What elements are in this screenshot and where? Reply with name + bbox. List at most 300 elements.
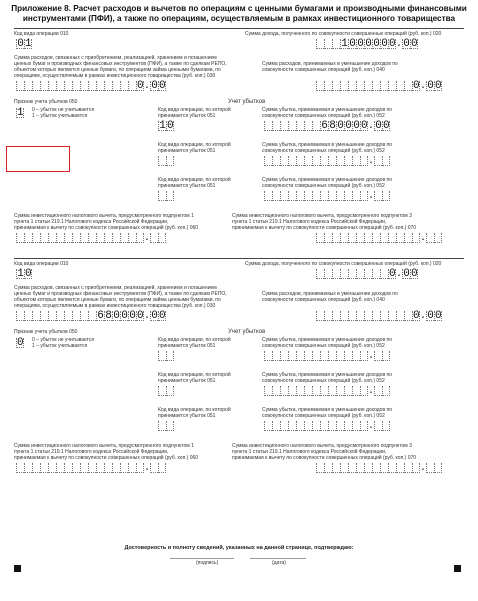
loss-sum-label-line-1: Сумма убытка, принимаемая в уменьшение доходов по (262, 337, 392, 343)
digit-cell[interactable] (388, 81, 396, 91)
digit-cell[interactable] (312, 421, 320, 431)
digit-cell[interactable] (344, 386, 352, 396)
digit-cell[interactable] (312, 121, 320, 131)
digit-cell[interactable] (72, 311, 80, 321)
digit-cell[interactable] (264, 121, 272, 131)
digit-cell[interactable]: 0 (151, 80, 158, 92)
digit-cell[interactable] (304, 156, 312, 166)
digit-cell[interactable] (360, 191, 368, 201)
digit-cell[interactable]: 0 (375, 120, 382, 132)
digit-cell[interactable] (372, 269, 380, 279)
digit-cell[interactable]: 0 (403, 38, 410, 50)
digit-cell[interactable] (280, 121, 288, 131)
digit-cell[interactable] (372, 463, 380, 473)
digit-cell[interactable] (296, 121, 304, 131)
digit-cell[interactable] (80, 81, 88, 91)
digit-cell[interactable] (352, 386, 360, 396)
digit-cell[interactable] (24, 81, 32, 91)
digit-cell[interactable] (120, 463, 128, 473)
digit-cell[interactable]: 6 (97, 310, 104, 322)
digit-cell[interactable] (272, 351, 280, 361)
digit-cell[interactable] (340, 463, 348, 473)
digit-cell[interactable] (88, 463, 96, 473)
digit-cell[interactable] (320, 421, 328, 431)
digit-cell[interactable] (128, 233, 136, 243)
digit-cell[interactable]: 0 (427, 310, 434, 322)
loss-sum-label-line-1: Сумма убытка, принимаемая в уменьшение доходов по (262, 407, 392, 413)
block1-expenses-field[interactable] (16, 81, 166, 91)
digit-cell[interactable] (426, 233, 434, 243)
digit-cell[interactable] (434, 463, 442, 473)
loss-op-code-label-line-2: принимается убыток 051 (158, 148, 216, 154)
block1-loss-sum-field[interactable] (264, 121, 390, 131)
digit-cell[interactable] (382, 386, 390, 396)
digit-cell[interactable] (324, 81, 332, 91)
digit-cell[interactable]: 0 (357, 38, 364, 50)
digit-cell[interactable] (388, 463, 396, 473)
digit-cell[interactable] (32, 311, 40, 321)
block1-income-field[interactable] (316, 39, 418, 49)
digit-cell[interactable]: 0 (137, 310, 144, 322)
digit-cell[interactable] (356, 269, 364, 279)
digit-cell[interactable]: 0 (25, 268, 32, 280)
digit-cell[interactable] (312, 156, 320, 166)
digit-cell[interactable] (396, 463, 404, 473)
digit-cell[interactable] (404, 81, 412, 91)
digit-cell[interactable] (24, 233, 32, 243)
digit-cell[interactable] (374, 191, 382, 201)
digit-cell[interactable] (344, 421, 352, 431)
digit-cell[interactable] (40, 233, 48, 243)
digit-cell[interactable] (332, 269, 340, 279)
block2-deduction-070-field[interactable] (316, 463, 442, 473)
block1-loss-op-code-field[interactable] (158, 191, 174, 201)
block2-deduction-060-field[interactable] (16, 463, 166, 473)
digit-cell[interactable] (356, 233, 364, 243)
expenses-label-line-4: операциям, осуществляемым в рамках инвестиционного товарищества (руб. коп.) 030 (14, 303, 216, 309)
digit-cell[interactable] (112, 81, 120, 91)
digit-cell[interactable]: 0 (361, 120, 368, 132)
digit-cell[interactable]: 8 (329, 120, 336, 132)
digit-cell[interactable] (372, 233, 380, 243)
digit-cell[interactable] (24, 311, 32, 321)
digit-cell[interactable] (364, 311, 372, 321)
digit-cell[interactable] (280, 351, 288, 361)
digit-cell[interactable] (166, 156, 174, 166)
digit-cell[interactable] (72, 463, 80, 473)
digit-cell[interactable]: 0 (403, 268, 410, 280)
digit-cell[interactable] (56, 463, 64, 473)
digit-cell[interactable] (166, 386, 174, 396)
digit-cell[interactable] (264, 156, 272, 166)
digit-cell[interactable]: 0 (151, 310, 158, 322)
digit-cell[interactable] (320, 351, 328, 361)
digit-cell[interactable] (364, 463, 372, 473)
digit-cell[interactable] (328, 351, 336, 361)
digit-cell[interactable] (356, 311, 364, 321)
digit-cell[interactable] (296, 351, 304, 361)
digit-cell[interactable] (304, 386, 312, 396)
digit-cell[interactable] (272, 386, 280, 396)
block2-expenses-field[interactable] (16, 311, 166, 321)
digit-cell[interactable]: 0 (411, 268, 418, 280)
digit-cell[interactable]: 0 (381, 38, 388, 50)
digit-cell[interactable] (158, 233, 166, 243)
digit-cell[interactable]: 0 (113, 310, 120, 322)
digit-cell[interactable]: 0 (159, 310, 166, 322)
block1-loss-op-code-field[interactable] (158, 121, 174, 131)
digit-cell[interactable] (40, 463, 48, 473)
digit-cell[interactable] (332, 81, 340, 91)
digit-cell[interactable] (288, 156, 296, 166)
digit-cell[interactable] (64, 81, 72, 91)
digit-cell[interactable] (56, 233, 64, 243)
digit-cell[interactable] (150, 233, 158, 243)
block2-loss-sum-field[interactable] (264, 351, 390, 361)
digit-cell[interactable] (340, 269, 348, 279)
digit-cell[interactable] (150, 463, 158, 473)
digit-cell[interactable]: 0 (17, 38, 24, 50)
digit-cell[interactable] (320, 156, 328, 166)
digit-cell[interactable] (352, 351, 360, 361)
digit-cell[interactable] (336, 351, 344, 361)
digit-cell[interactable] (128, 463, 136, 473)
digit-cell[interactable] (380, 81, 388, 91)
digit-cell[interactable]: 1 (25, 38, 32, 50)
digit-cell[interactable] (364, 81, 372, 91)
digit-cell[interactable] (382, 421, 390, 431)
digit-cell[interactable] (96, 81, 104, 91)
digit-cell[interactable] (348, 269, 356, 279)
digit-cell[interactable]: 1 (341, 38, 348, 50)
block2-loss-op-code-field[interactable] (158, 421, 174, 431)
digit-cell[interactable] (412, 463, 420, 473)
digit-cell[interactable] (324, 269, 332, 279)
block2-loss-op-code-field[interactable] (158, 351, 174, 361)
digit-cell[interactable] (348, 311, 356, 321)
digit-cell[interactable] (64, 463, 72, 473)
digit-cell[interactable] (104, 233, 112, 243)
digit-cell[interactable]: 0 (435, 310, 442, 322)
digit-cell[interactable] (272, 191, 280, 201)
digit-cell[interactable] (352, 156, 360, 166)
digit-cell[interactable] (380, 269, 388, 279)
digit-cell[interactable] (280, 421, 288, 431)
digit-cell[interactable] (56, 311, 64, 321)
digit-cell[interactable] (316, 311, 324, 321)
digit-cell[interactable] (348, 233, 356, 243)
digit-cell[interactable] (316, 269, 324, 279)
digit-cell[interactable] (158, 463, 166, 473)
digit-cell[interactable] (96, 233, 104, 243)
digit-cell[interactable] (380, 311, 388, 321)
digit-cell[interactable] (336, 156, 344, 166)
digit-cell[interactable] (128, 81, 136, 91)
digit-cell[interactable]: 0 (353, 120, 360, 132)
block1-op-code-field[interactable] (16, 39, 32, 49)
digit-cell[interactable]: 0 (413, 310, 420, 322)
digit-cell[interactable] (404, 233, 412, 243)
digit-cell[interactable] (296, 421, 304, 431)
digit-cell[interactable] (374, 386, 382, 396)
digit-cell[interactable] (288, 386, 296, 396)
digit-cell[interactable]: 0 (337, 120, 344, 132)
digit-cell[interactable] (316, 463, 324, 473)
digit-cell[interactable] (388, 233, 396, 243)
digit-cell[interactable] (396, 311, 404, 321)
digit-cell[interactable] (340, 233, 348, 243)
digit-cell[interactable] (80, 311, 88, 321)
digit-cell[interactable] (316, 39, 324, 49)
digit-cell[interactable] (304, 351, 312, 361)
digit-cell[interactable] (40, 81, 48, 91)
digit-cell[interactable] (332, 39, 340, 49)
digit-cell[interactable]: 0 (365, 38, 372, 50)
digit-cell[interactable] (396, 233, 404, 243)
digit-cell[interactable] (352, 191, 360, 201)
digit-cell[interactable] (388, 311, 396, 321)
block1-reduce-field[interactable] (316, 81, 442, 91)
digit-cell[interactable]: 0 (345, 120, 352, 132)
digit-cell[interactable] (344, 156, 352, 166)
digit-cell[interactable] (88, 311, 96, 321)
digit-cell[interactable] (332, 311, 340, 321)
digit-cell[interactable] (120, 81, 128, 91)
digit-cell[interactable] (328, 421, 336, 431)
digit-cell[interactable] (340, 311, 348, 321)
digit-cell[interactable] (380, 463, 388, 473)
block2-loss-sum-field[interactable] (264, 421, 390, 431)
digit-cell[interactable] (64, 311, 72, 321)
digit-cell[interactable] (112, 233, 120, 243)
block1-loss-sum-field[interactable] (264, 156, 390, 166)
digit-cell[interactable] (324, 463, 332, 473)
block2-loss-sign-field[interactable] (16, 338, 24, 348)
digit-cell[interactable] (264, 421, 272, 431)
digit-cell[interactable]: 0 (167, 120, 174, 132)
digit-cell[interactable] (88, 233, 96, 243)
block1-loss-sign-field[interactable] (16, 108, 24, 118)
digit-cell[interactable] (380, 233, 388, 243)
digit-cell[interactable] (328, 191, 336, 201)
digit-cell[interactable] (158, 156, 166, 166)
digit-cell[interactable] (32, 233, 40, 243)
block2-reduce-field[interactable] (316, 311, 442, 321)
digit-cell[interactable]: 1 (17, 107, 24, 119)
digit-cell[interactable] (316, 81, 324, 91)
digit-cell[interactable]: 0 (411, 38, 418, 50)
digit-cell[interactable] (352, 421, 360, 431)
digit-cell[interactable]: 1 (17, 268, 24, 280)
digit-cell[interactable] (364, 269, 372, 279)
digit-cell[interactable] (280, 191, 288, 201)
digit-cell[interactable] (412, 233, 420, 243)
digit-cell[interactable] (360, 156, 368, 166)
digit-cell[interactable] (96, 463, 104, 473)
digit-cell[interactable] (16, 311, 24, 321)
digit-cell[interactable] (288, 421, 296, 431)
digit-cell[interactable] (382, 191, 390, 201)
digit-cell[interactable] (16, 81, 24, 91)
digit-cell[interactable] (48, 311, 56, 321)
digit-cell[interactable] (304, 121, 312, 131)
loss-op-code-label-line-2: принимается убыток 051 (158, 378, 216, 384)
digit-cell[interactable] (272, 421, 280, 431)
digit-cell[interactable] (136, 463, 144, 473)
digit-cell[interactable] (72, 233, 80, 243)
digit-cell[interactable]: 0 (129, 310, 136, 322)
digit-cell[interactable] (48, 233, 56, 243)
digit-cell[interactable] (360, 386, 368, 396)
block2-loss-sum-field[interactable] (264, 386, 390, 396)
digit-cell[interactable]: 0 (17, 337, 24, 349)
block2-op-code-field[interactable] (16, 269, 32, 279)
digit-cell[interactable] (336, 386, 344, 396)
digit-cell[interactable] (80, 463, 88, 473)
digit-cell[interactable] (158, 421, 166, 431)
digit-cell[interactable] (312, 386, 320, 396)
digit-cell[interactable] (336, 191, 344, 201)
digit-cell[interactable]: 6 (321, 120, 328, 132)
digit-cell[interactable] (48, 81, 56, 91)
digit-cell[interactable] (374, 421, 382, 431)
digit-cell[interactable] (324, 233, 332, 243)
digit-cell[interactable] (104, 463, 112, 473)
digit-cell[interactable] (288, 121, 296, 131)
digit-cell[interactable] (348, 81, 356, 91)
digit-cell[interactable] (304, 191, 312, 201)
digit-cell[interactable] (324, 311, 332, 321)
loss-op-code-label-line-2: принимается убыток 051 (158, 343, 216, 349)
digit-cell[interactable] (272, 121, 280, 131)
digit-cell[interactable]: 8 (105, 310, 112, 322)
digit-cell[interactable] (396, 81, 404, 91)
digit-cell[interactable] (372, 311, 380, 321)
digit-cell[interactable] (24, 463, 32, 473)
digit-cell[interactable]: 0 (389, 268, 396, 280)
digit-cell[interactable] (328, 386, 336, 396)
digit-cell[interactable] (280, 156, 288, 166)
digit-cell[interactable]: 0 (413, 80, 420, 92)
digit-cell[interactable]: 0 (389, 38, 396, 50)
block1-deduction-070-field[interactable] (316, 233, 442, 243)
digit-cell[interactable] (16, 463, 24, 473)
digit-cell[interactable] (166, 421, 174, 431)
digit-cell[interactable] (324, 39, 332, 49)
digit-cell[interactable]: 0 (435, 80, 442, 92)
digit-cell[interactable] (16, 233, 24, 243)
digit-cell[interactable] (336, 421, 344, 431)
digit-cell[interactable] (32, 463, 40, 473)
digit-cell[interactable]: 0 (159, 80, 166, 92)
digit-cell[interactable] (104, 81, 112, 91)
digit-cell[interactable] (404, 311, 412, 321)
digit-cell[interactable] (372, 81, 380, 91)
digit-cell[interactable] (112, 463, 120, 473)
digit-cell[interactable] (166, 191, 174, 201)
digit-cell[interactable] (434, 233, 442, 243)
digit-cell[interactable] (158, 191, 166, 201)
digit-cell[interactable] (80, 233, 88, 243)
digit-cell[interactable] (296, 191, 304, 201)
digit-cell[interactable] (348, 463, 356, 473)
block2-income-field[interactable] (316, 269, 418, 279)
digit-cell[interactable] (264, 351, 272, 361)
digit-cell[interactable] (304, 421, 312, 431)
block1-deduction-060-field[interactable] (16, 233, 166, 243)
digit-cell[interactable] (288, 351, 296, 361)
digit-cell[interactable]: 0 (427, 80, 434, 92)
digit-cell[interactable] (64, 233, 72, 243)
digit-cell[interactable] (340, 81, 348, 91)
digit-cell[interactable] (374, 156, 382, 166)
digit-cell[interactable] (344, 191, 352, 201)
digit-cell[interactable] (296, 156, 304, 166)
digit-cell[interactable] (272, 156, 280, 166)
digit-cell[interactable] (426, 463, 434, 473)
digit-cell[interactable]: 0 (373, 38, 380, 50)
digit-cell[interactable] (166, 351, 174, 361)
digit-cell[interactable] (360, 351, 368, 361)
digit-cell[interactable] (158, 351, 166, 361)
digit-cell[interactable] (280, 386, 288, 396)
digit-cell[interactable] (40, 311, 48, 321)
digit-cell[interactable] (360, 421, 368, 431)
block1-loss-op-code-field[interactable] (158, 156, 174, 166)
digit-cell[interactable] (136, 233, 144, 243)
digit-cell[interactable] (332, 233, 340, 243)
digit-cell[interactable] (158, 386, 166, 396)
digit-cell[interactable] (312, 351, 320, 361)
digit-cell[interactable] (382, 156, 390, 166)
digit-cell[interactable]: 0 (383, 120, 390, 132)
digit-cell[interactable] (264, 191, 272, 201)
digit-cell[interactable] (56, 81, 64, 91)
block1-loss-sum-field[interactable] (264, 191, 390, 201)
digit-cell[interactable] (344, 351, 352, 361)
digit-cell[interactable] (320, 191, 328, 201)
loss-option-1: 1 – убыток учитывается (32, 343, 88, 349)
digit-cell[interactable] (48, 463, 56, 473)
digit-cell[interactable]: 0 (121, 310, 128, 322)
digit-cell[interactable]: 0 (137, 80, 144, 92)
digit-cell[interactable] (328, 156, 336, 166)
decimal-separator: . (144, 81, 151, 92)
digit-cell[interactable] (264, 386, 272, 396)
digit-cell[interactable] (320, 386, 328, 396)
digit-cell[interactable]: 0 (349, 38, 356, 50)
digit-cell[interactable] (404, 463, 412, 473)
digit-cell[interactable]: 1 (159, 120, 166, 132)
digit-cell[interactable] (72, 81, 80, 91)
digit-cell[interactable] (382, 351, 390, 361)
decimal-separator: . (368, 156, 375, 167)
digit-cell[interactable] (312, 191, 320, 201)
digit-cell[interactable] (296, 386, 304, 396)
digit-cell[interactable] (364, 233, 372, 243)
digit-cell[interactable] (120, 233, 128, 243)
digit-cell[interactable] (332, 463, 340, 473)
digit-cell[interactable] (356, 81, 364, 91)
digit-cell[interactable] (316, 233, 324, 243)
decimal-separator: . (368, 386, 375, 397)
digit-cell[interactable] (32, 81, 40, 91)
block2-loss-op-code-field[interactable] (158, 386, 174, 396)
digit-cell[interactable] (374, 351, 382, 361)
digit-cell[interactable] (356, 463, 364, 473)
digit-cell[interactable] (88, 81, 96, 91)
digit-cell[interactable] (288, 191, 296, 201)
